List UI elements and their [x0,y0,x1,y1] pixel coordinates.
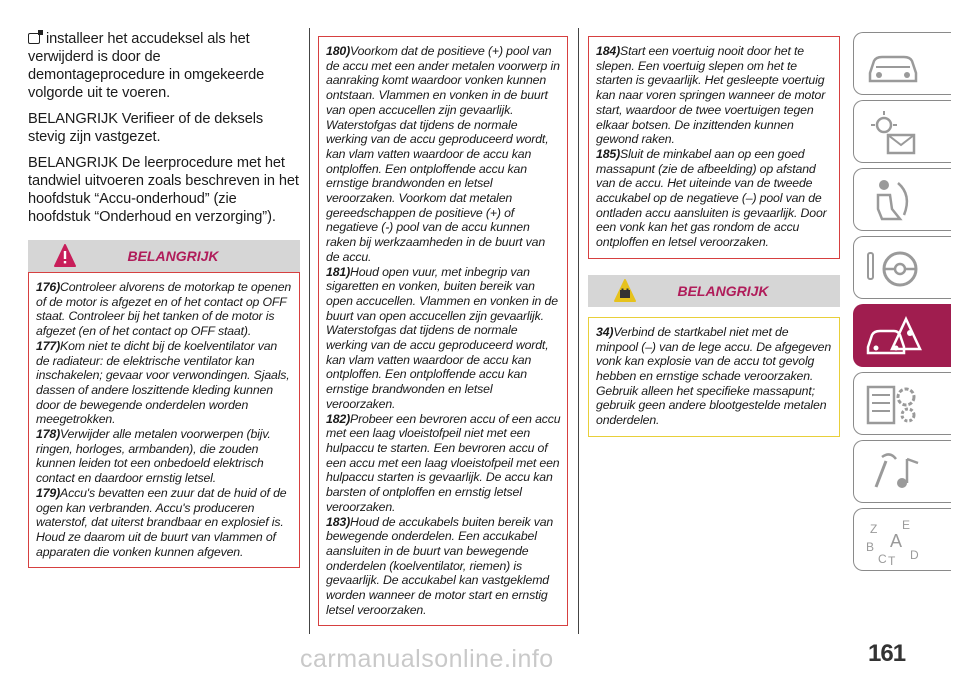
multimedia-icon [862,447,924,499]
index-icon [862,515,924,567]
item-number: 34) [596,324,614,339]
item-number: 176) [36,280,61,294]
tab-warning-lights[interactable] [853,100,951,163]
item-text: Kom niet te dicht bij de koelventilator van de radiateur: de elektrische ventilator kan inschakelen; gevaar voor verwondingen. Sjaals, dassen of andere loszittende kleding kunnen door de bewegende onderdelen worden meegetrokken. [36,338,290,427]
item-number: 179) [36,485,61,500]
steering-wheel-icon [862,243,924,295]
bullet-icon [28,33,40,44]
important-note-2: BELANGRIJK De leerprocedure met het tandwiel uitvoeren zoals beschreven in het hoofdstuk “Accu-onderhoud” (zie hoofdstuk “Onderhoud en verzorging”). [28,155,299,225]
item-text: Houd de accukabels buiten bereik van bewegende onderdelen. Een accukabel aansluiten in de buurt van bewegende onderdelen (koelventilator, riemen) is gevaarlijk. De accukabel kan vastgeklemd worden wanneer de motor start en ernstig letsel veroorzaken. [326,514,554,617]
item-number: 183) [326,514,351,529]
warning-title: BELANGRIJK [127,248,219,264]
column-divider [578,28,579,634]
warning-item [596,147,833,250]
item-text: Verwijder alle metalen voorwerpen (bijv. ringen, horloges, armbanden), die zouden kunnen leiden tot een onbedoeld elektrisch contact en daardoor ernstig letsel. [36,427,271,486]
item-number: 178) [36,427,61,442]
item-text: Voorkom dat de positieve (+) pool van de accu met een ander metalen voorwerp in aanraking komt waardoor vonken kunnen ontstaan. Vlammen en vonken in de buurt van open accucellen zijn gevaarlijk. Waterstofgas dat tijdens de normale werking van de accu geproduceerd wordt, kan vlam vatten waardoor de accu kan ontploffen. Een ontploffende accu kan ernstige brandwonden en letsel veroorzaken. Voorkom dat metalen gereedschappen de positieve (+) of negatieve (-) pool van de accu kunnen raken bij werkzaamheden in de buurt van de accu. [326,44,560,264]
page-number: 161 [868,640,906,667]
item-text: Controleer alvorens de motorkap te openen of de motor is afgezet en of het contact op OFF staat. Controleer bij het tanken of de motor is afgezet (en of het contact op OFF staat). [36,280,292,339]
tab-emergency[interactable] [853,304,951,367]
column-2 [318,28,568,626]
warning-item [326,515,561,618]
warning-box-yellow [588,317,840,437]
tab-safety[interactable] [853,168,951,231]
item-text: Start een voertuig nooit door het te slepen. Een voertuig slepen om het te starten is gevaarlijk. Het gesleepte voertuig kan naar voren springen wanneer de motor start, waardoor de twee voertuigen tegen elkaar botsen. De inzittenden kunnen gewond raken. [596,44,826,147]
index-letter: T [888,554,896,567]
warning-box-red [28,272,300,568]
item-number: 184) [596,44,621,58]
maintenance-icon [862,379,924,431]
warning-box-red [318,36,568,626]
emergency-icon [862,311,924,363]
warning-item [36,427,293,486]
column-3 [588,28,840,437]
item-number: 185) [596,146,621,161]
warning-title: BELANGRIJK [677,282,769,299]
warning-item [36,280,293,339]
warning-item [326,412,561,515]
warning-lights-icon [862,107,924,159]
column-divider [309,28,310,634]
column-1 [28,30,300,568]
tab-car-overview[interactable] [853,32,951,95]
item-number: 182) [326,411,351,426]
warning-item [326,44,561,265]
item-text: Verbind de startkabel niet met de minpool (–) van de lege accu. De afgegeven vonk kan explosie van de accu tot gevolg hebben en ernstige schade veroorzaken. Gebruik alleen het specifieke massapunt; gebruik geen andere blootgestelde metalen onderdelen. [596,324,832,428]
warning-item [36,486,293,560]
index-letter: Z [870,522,878,536]
index-letter: A [890,531,903,551]
watermark: carmanualsonline.info [300,645,554,673]
item-text: Houd open vuur, met inbegrip van sigaretten en vonken, buiten bereik van open accucellen. Vlammen en vonken in de buurt van open accucellen zijn gevaarlijk. Waterstofgas dat tijdens de normale werking van de accu geproduceerd wordt, kan vlam vatten waardoor de accu kan ontploffen. Een ontploffende accu kan ernstige brandwonden en letsel veroorzaken. [326,264,558,411]
warning-box-red [588,36,840,259]
tab-multimedia[interactable] [853,440,951,503]
item-text: Probeer een bevroren accu of een accu met een laag vloeistofpeil niet met een hulpaccu te starten. Een bevroren accu of een accu met een laag vloeistofpeil met een hulpaccu starten is gevaarlijk. De accu kan barsten of ontploffen en ernstig letsel veroorzaken. [326,411,561,514]
item-text: Accu's bevatten een zuur dat de huid of de ogen kan verbranden. Accu's produceren waterstof, dat uiterst brandbaar en explosief is. Houd ze daarom uit de buurt van vlammen of apparaten die vonken kunnen afgeven. [36,485,287,559]
tab-maintenance[interactable] [853,372,951,435]
warning-header [28,240,300,272]
warning-item [326,265,561,412]
car-icon [862,39,924,91]
item-number: 180) [326,44,351,58]
tab-starting-driving[interactable] [853,236,951,299]
item-number: 177) [36,338,61,353]
index-letter: D [910,548,919,562]
tab-index[interactable] [853,508,951,571]
index-letter: B [866,540,875,554]
warning-header [588,275,840,307]
important-note-1: BELANGRIJK Verifieer of de deksels stevig zijn vastgezet. [28,111,264,145]
item-text: Sluit de minkabel aan op een goed massapunt (zie de afbeelding) op afstand van de accu. Het uiteinde van de tweede accukabel op de negatieve (–) pool van de ontladen accu aansluiten is gevaarlijk. Door een vonk kan het gas rondom de accu ontploffen en letsel veroorzaken. [596,146,827,250]
index-letter: E [902,518,911,532]
index-letter: C [878,552,887,566]
warning-item [596,44,833,147]
warning-item [596,325,833,428]
bullet-text: installeer het accudeksel als het verwijderd is door de demontageprocedure in omgekeerde volgorde uit te voeren. [28,31,265,101]
warning-item [36,339,293,427]
item-number: 181) [326,264,351,279]
chapter-sidebar [853,32,953,576]
safety-seat-icon [862,175,924,227]
bullet-paragraph [28,30,300,102]
